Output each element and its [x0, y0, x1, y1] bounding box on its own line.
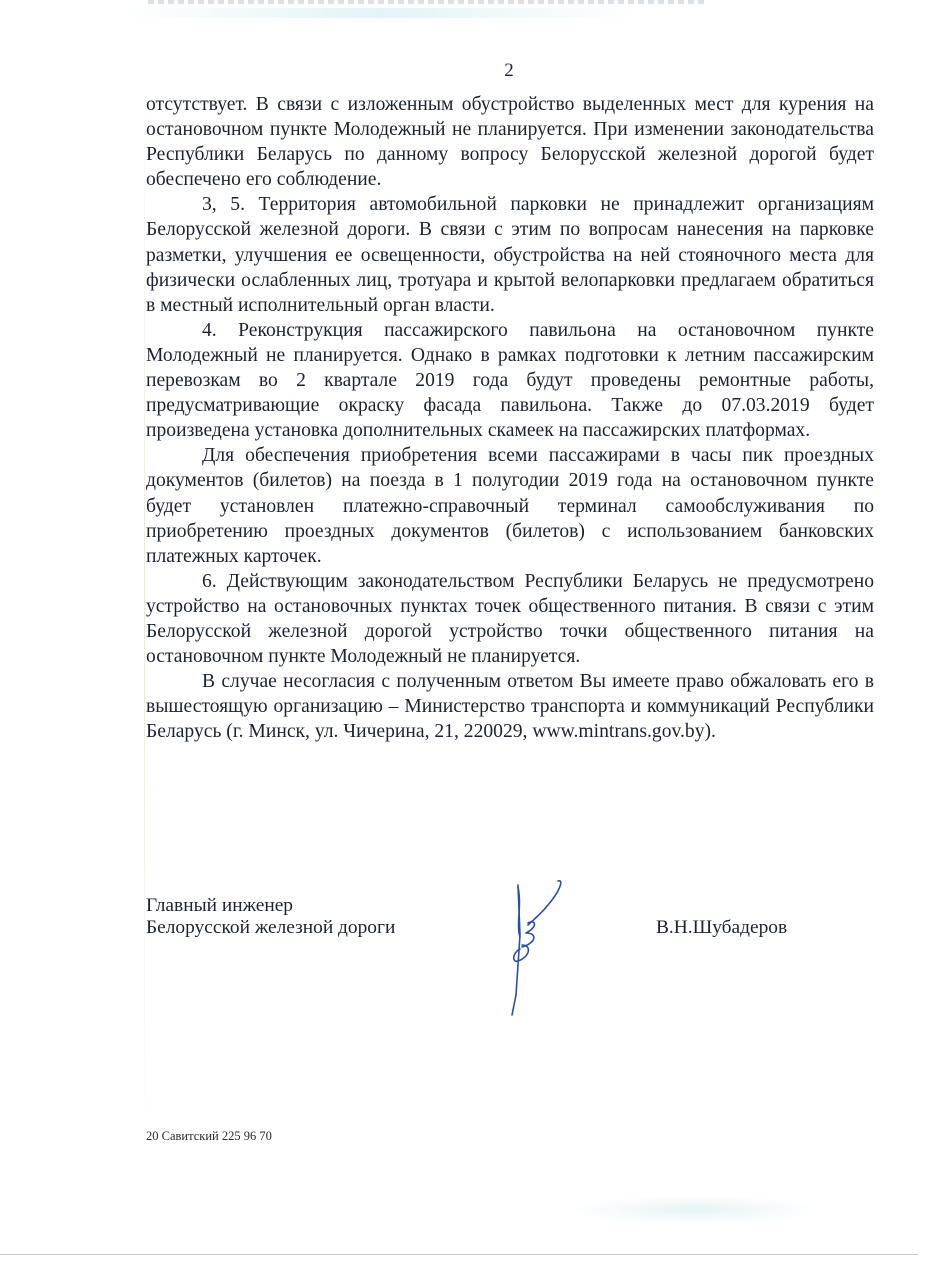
- signer-position-line-1: Главный инженер: [146, 895, 294, 916]
- paragraph-continuation: отсутствует. В связи с изложенным обустройство выделенных мест для курения на остановочном пункте Молодежный не планируется. При изменении законодательства Республики Беларусь по данному вопросу Белорусской железной дорогой будет обеспечено его соблюдение.: [146, 94, 874, 191]
- faint-stamp: [570, 1195, 820, 1225]
- letter-body: [146, 92, 874, 744]
- executor-note: 20 Савитский 225 96 70: [146, 1129, 272, 1143]
- scan-margin-line: [144, 70, 145, 1150]
- signer-name: В.Н.Шубадеров: [656, 917, 788, 938]
- scan-artifact-top: [148, 0, 708, 4]
- page-number: 2: [504, 60, 514, 81]
- signature-block: [146, 895, 866, 1035]
- paragraph-item-4: 4. Реконструкция пассажирского павильона на остановочном пункте Молодежный не планируется. Однако в рамках подготовки к летним пассажирским перевозкам во 2 квартале 2019 года будут проведены ремонтные работы, предусматривающие окраску фасада павильона. Также до 07.03.2019 будет произведена установка дополнительных скамеек на пассажирских платформах.: [146, 319, 874, 442]
- paragraph-appeal-notice: В случае несогласия с полученным ответом Вы имеете право обжаловать его в вышестоящую организацию – Министерство транспорта и коммуникаций Республики Беларусь (г. Минск, ул. Чичерина, 21, 220029, www.mintrans.gov.by).: [146, 671, 874, 743]
- paragraph-items-3-5: 3, 5. Территория автомобильной парковки не принадлежит организациям Белорусской железной дороги. В связи с этим по вопросам нанесения на парковке разметки, улучшения ее освещенности, обустройства на ней стояночного места для физически ослабленных лиц, тротуара и крытой велопарковки предлагаем обратиться в местный исполнительный орган власти.: [146, 194, 874, 316]
- paragraph-item-6: 6. Действующим законодательством Республики Беларусь не предусмотрено устройство на остановочных пунктах точек общественного питания. В связи с этим Белорусской железной дорогой устройство точки общественного питания на остановочном пункте Молодежный не планируется.: [146, 570, 874, 668]
- page-bottom-edge: [0, 1254, 918, 1255]
- scan-tint-top: [120, 8, 640, 18]
- handwritten-signature: [498, 875, 568, 1025]
- signer-position: [146, 895, 395, 939]
- paragraph-ticket-terminal: Для обеспечения приобретения всеми пассажирами в часы пик проездных документов (билетов) на поезда в 1 полугодии 2019 года на остановочном пункте будет установлен платежно-справочный терминал самообслуживания по приобретению проездных документов (билетов) с использованием банковских платежных карточек.: [146, 445, 874, 567]
- signer-position-line-2: Белорусской железной дороги: [146, 917, 396, 938]
